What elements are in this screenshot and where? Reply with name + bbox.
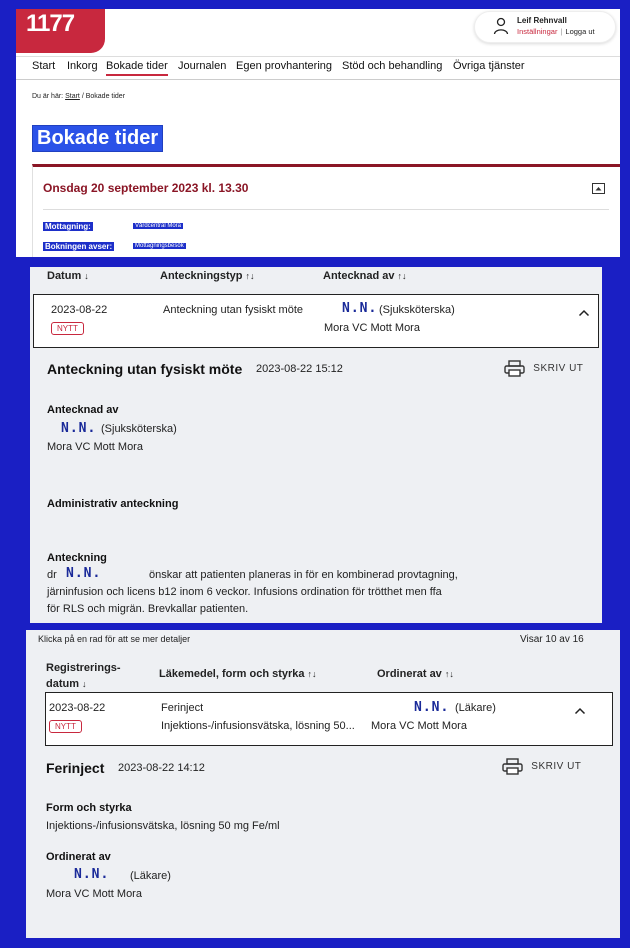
nav-item-egen-provhantering[interactable]: Egen provhantering <box>236 60 333 72</box>
prescriber-unit: Mora VC Mott Mora <box>371 720 467 732</box>
nav-item-inkorg[interactable]: Inkorg <box>67 60 98 72</box>
user-links <box>517 27 595 36</box>
chevron-up-icon <box>593 184 604 193</box>
row-type: Anteckning utan fysiskt möte <box>163 304 304 316</box>
nav-item-stod-och-behandling[interactable]: Stöd och behandling <box>342 60 443 72</box>
detail-author-name: N.N. <box>61 421 97 436</box>
table-row[interactable] <box>45 692 613 746</box>
print-button[interactable]: SKRIV UT <box>504 360 583 377</box>
user-menu <box>474 11 616 43</box>
note-prefix: dr <box>47 569 57 581</box>
detail-prescriber-unit: Mora VC Mott Mora <box>46 888 142 900</box>
sort-icon: ↑↓ <box>245 271 255 281</box>
col-header-prescriber[interactable]: Ordinerat av ↑↓ <box>377 668 454 680</box>
booking-value: Mottagningsbesök <box>135 243 184 249</box>
admin-note-label: Administrativ anteckning <box>47 498 179 510</box>
appointment-card[interactable] <box>32 164 620 257</box>
page-title: Bokade tider <box>32 125 163 152</box>
separator: | <box>560 27 563 36</box>
medication-timestamp: 2023-08-22 14:12 <box>118 762 205 774</box>
result-count: Visar 10 av 16 <box>520 634 584 645</box>
logo[interactable] <box>16 9 105 53</box>
settings-link[interactable]: Inställningar <box>517 27 558 36</box>
col-header-type[interactable]: Anteckningstyp ↑↓ <box>160 270 255 282</box>
sort-icon: ↑↓ <box>444 669 454 679</box>
note-line-3: för RLS och migrän. Brevkallar patienten. <box>47 603 249 615</box>
print-button[interactable]: SKRIV UT <box>502 758 581 775</box>
chevron-up-icon[interactable] <box>578 309 590 317</box>
main-nav <box>16 56 620 80</box>
row-form: Injektions-/infusionsvätska, lösning 50... <box>161 720 355 732</box>
printer-icon <box>504 360 525 377</box>
note-author: N.N. <box>66 566 102 581</box>
col-header-drug[interactable]: Läkemedel, form och styrka ↑↓ <box>159 668 317 680</box>
new-badge: NYTT <box>51 322 84 335</box>
medication-detail-title: Ferinject <box>46 760 105 776</box>
note-line-2: järninfusion och licens b12 inom 6 veckor. Infusions ordination för trötthet men ffa <box>47 586 442 598</box>
prescriber-role: (Läkare) <box>455 702 496 714</box>
nav-item-start[interactable]: Start <box>32 60 56 72</box>
detail-author-unit: Mora VC Mott Mora <box>47 441 143 453</box>
chevron-up-icon[interactable] <box>574 707 586 715</box>
sort-icon: ↑↓ <box>397 271 407 281</box>
note-detail-title: Anteckning utan fysiskt möte <box>47 361 243 377</box>
reception-label: Mottagning: <box>45 222 91 231</box>
prescriber-label: Ordinerat av <box>46 851 111 863</box>
appointment-title: Onsdag 20 september 2023 kl. 13.30 <box>43 181 249 195</box>
author-role: (Sjuksköterska) <box>379 304 455 316</box>
logo-text: 1177 <box>26 10 75 37</box>
note-timestamp: 2023-08-22 15:12 <box>256 363 343 375</box>
sort-down-icon: ↓ <box>82 679 87 689</box>
prescriber-name: N.N. <box>414 700 450 715</box>
booking-label: Bokningen avser: <box>45 242 113 251</box>
user-icon <box>493 17 509 35</box>
row-drug: Ferinject <box>161 702 204 714</box>
booking-panel <box>16 9 620 257</box>
table-row[interactable] <box>33 294 599 348</box>
detail-author-role: (Sjuksköterska) <box>101 423 177 435</box>
form-label: Form och styrka <box>46 802 132 814</box>
nav-item-bokade-tider[interactable]: Bokade tider <box>106 60 168 76</box>
form-value: Injektions-/infusionsvätska, lösning 50 mg Fe/ml <box>46 820 280 832</box>
new-badge: NYTT <box>49 720 82 733</box>
row-date: 2023-08-22 <box>49 702 106 714</box>
author-unit: Mora VC Mott Mora <box>324 322 420 334</box>
journal-notes-panel <box>30 267 602 623</box>
col-header-author[interactable]: Antecknad av ↑↓ <box>323 270 407 282</box>
note-line-1: önskar att patienten planeras in för en kombinerad provtagning, <box>149 569 458 581</box>
medications-panel <box>26 630 620 938</box>
printer-icon <box>502 758 523 775</box>
sort-down-icon: ↓ <box>84 271 89 281</box>
detail-prescriber-name: N.N. <box>74 867 110 882</box>
nav-item-ovriga-tjanster[interactable]: Övriga tjänster <box>453 60 525 72</box>
nav-item-journalen[interactable]: Journalen <box>178 60 227 72</box>
divider <box>43 209 609 210</box>
col-header-date[interactable]: Datum ↓ <box>47 270 89 282</box>
user-name: Leif Rehnvall <box>517 16 567 25</box>
breadcrumb-start-link[interactable]: Start <box>65 93 80 100</box>
breadcrumb-prefix: Du är här: <box>32 93 64 100</box>
breadcrumb-current: / Bokade tider <box>81 93 126 100</box>
reception-value: Vårdcentral Mora <box>135 223 182 229</box>
author-name: N.N. <box>342 301 378 316</box>
collapse-toggle[interactable] <box>592 183 605 194</box>
logout-link[interactable]: Logga ut <box>565 27 595 36</box>
col-header-reg-date[interactable]: Registrerings- datum ↓ <box>46 662 121 690</box>
row-hint: Klicka på en rad för att se mer detaljer <box>38 634 191 644</box>
note-label: Anteckning <box>47 552 107 564</box>
detail-prescriber-role: (Läkare) <box>130 870 171 882</box>
author-label: Antecknad av <box>47 404 119 416</box>
row-date: 2023-08-22 <box>51 304 108 316</box>
breadcrumb <box>32 93 125 100</box>
sort-icon: ↑↓ <box>307 669 317 679</box>
